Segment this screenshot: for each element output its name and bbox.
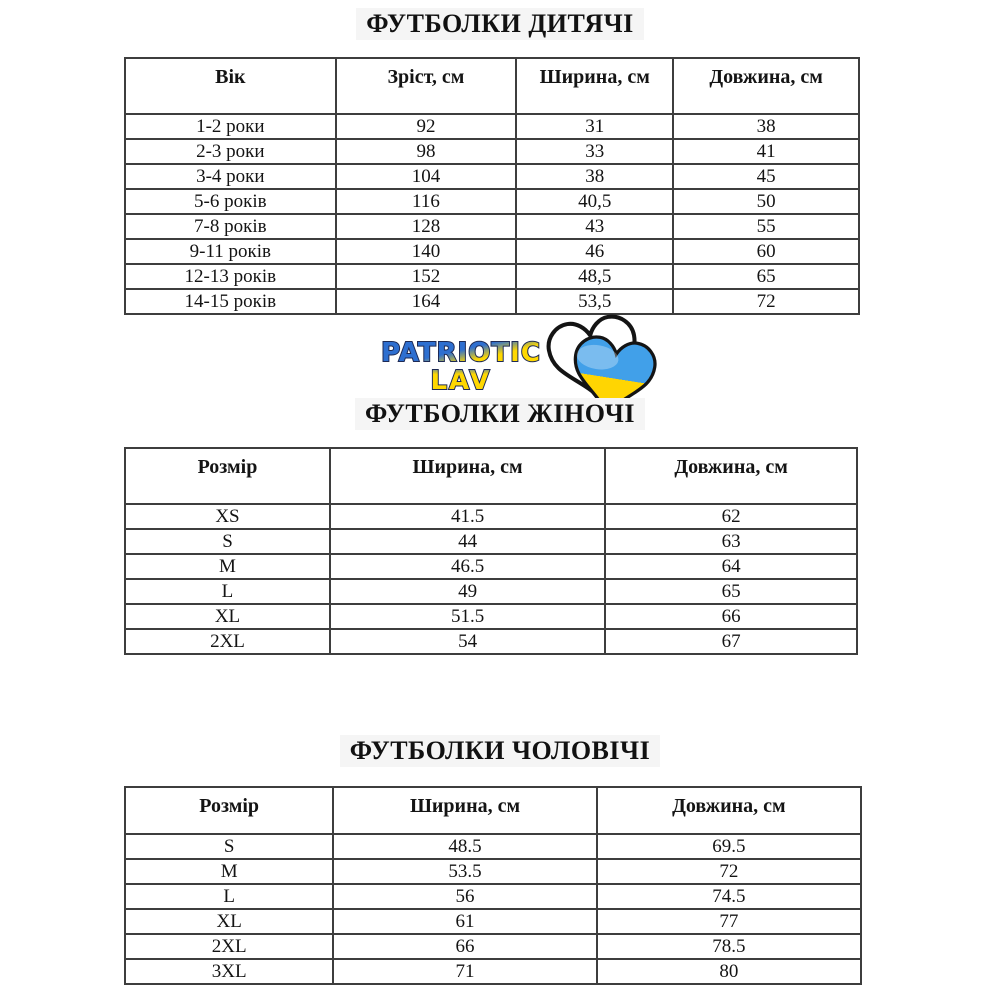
length-cell: 72	[673, 289, 859, 314]
age-cell: 5-6 років	[125, 189, 336, 214]
table-row	[125, 934, 861, 959]
length-cell: 67	[605, 629, 857, 654]
table-row	[125, 164, 859, 189]
age-cell: 2-3 роки	[125, 139, 336, 164]
table-row	[125, 629, 857, 654]
table-row	[125, 264, 859, 289]
table-row	[125, 604, 857, 629]
height-cell: 98	[336, 139, 517, 164]
width-cell: 44	[330, 529, 605, 554]
width-cell: 66	[333, 934, 596, 959]
length-cell: 41	[673, 139, 859, 164]
length-cell: 62	[605, 504, 857, 529]
table-row	[125, 189, 859, 214]
table-row	[125, 884, 861, 909]
table-row	[125, 214, 859, 239]
width-cell: 33	[516, 139, 673, 164]
width-cell: 48.5	[333, 834, 596, 859]
size-cell: S	[125, 529, 330, 554]
column-header-height: Зріст, см	[336, 58, 517, 114]
length-cell: 80	[597, 959, 861, 984]
column-header-size: Розмір	[125, 787, 333, 834]
height-cell: 92	[336, 114, 517, 139]
width-cell: 71	[333, 959, 596, 984]
width-cell: 31	[516, 114, 673, 139]
column-header-length: Довжина, см	[605, 448, 857, 504]
size-cell: XL	[125, 604, 330, 629]
length-cell: 63	[605, 529, 857, 554]
column-header-age: Вік	[125, 58, 336, 114]
age-cell: 1-2 роки	[125, 114, 336, 139]
size-cell: L	[125, 579, 330, 604]
size-cell: XS	[125, 504, 330, 529]
column-header-width: Ширина, см	[333, 787, 596, 834]
length-cell: 66	[605, 604, 857, 629]
width-cell: 51.5	[330, 604, 605, 629]
brand-logo	[383, 320, 675, 408]
women-section-title: ФУТБОЛКИ ЖІНОЧІ	[355, 398, 645, 430]
men-size-table	[124, 786, 862, 985]
men-header-row	[125, 787, 861, 834]
width-cell: 53.5	[333, 859, 596, 884]
men-section-title: ФУТБОЛКИ ЧОЛОВІЧІ	[340, 735, 660, 767]
age-cell: 7-8 років	[125, 214, 336, 239]
width-cell: 56	[333, 884, 596, 909]
table-row	[125, 504, 857, 529]
size-cell: XL	[125, 909, 333, 934]
height-cell: 116	[336, 189, 517, 214]
table-row	[125, 859, 861, 884]
children-section-title: ФУТБОЛКИ ДИТЯЧІ	[356, 8, 644, 40]
table-row	[125, 139, 859, 164]
table-row	[125, 909, 861, 934]
size-cell: S	[125, 834, 333, 859]
height-cell: 152	[336, 264, 517, 289]
size-cell: M	[125, 859, 333, 884]
age-cell: 9-11 років	[125, 239, 336, 264]
length-cell: 64	[605, 554, 857, 579]
column-header-length: Довжина, см	[597, 787, 861, 834]
women-size-table	[124, 447, 858, 655]
length-cell: 65	[605, 579, 857, 604]
size-cell: 2XL	[125, 934, 333, 959]
width-cell: 61	[333, 909, 596, 934]
height-cell: 104	[336, 164, 517, 189]
size-cell: M	[125, 554, 330, 579]
length-cell: 65	[673, 264, 859, 289]
length-cell: 45	[673, 164, 859, 189]
height-cell: 164	[336, 289, 517, 314]
width-cell: 53,5	[516, 289, 673, 314]
width-cell: 38	[516, 164, 673, 189]
logo-text-patriotic: PATRIOTIC	[381, 338, 541, 368]
width-cell: 41.5	[330, 504, 605, 529]
column-header-length: Довжина, см	[673, 58, 859, 114]
length-cell: 55	[673, 214, 859, 239]
width-cell: 54	[330, 629, 605, 654]
width-cell: 43	[516, 214, 673, 239]
table-row	[125, 554, 857, 579]
length-cell: 74.5	[597, 884, 861, 909]
table-row	[125, 959, 861, 984]
age-cell: 3-4 роки	[125, 164, 336, 189]
size-cell: L	[125, 884, 333, 909]
table-row	[125, 239, 859, 264]
length-cell: 72	[597, 859, 861, 884]
size-cell: 3XL	[125, 959, 333, 984]
age-cell: 14-15 років	[125, 289, 336, 314]
height-cell: 140	[336, 239, 517, 264]
column-header-size: Розмір	[125, 448, 330, 504]
table-row	[125, 529, 857, 554]
length-cell: 69.5	[597, 834, 861, 859]
logo-text-lav: LAV	[430, 366, 492, 396]
length-cell: 77	[597, 909, 861, 934]
table-row	[125, 114, 859, 139]
width-cell: 46	[516, 239, 673, 264]
length-cell: 78.5	[597, 934, 861, 959]
table-row	[125, 834, 861, 859]
width-cell: 46.5	[330, 554, 605, 579]
length-cell: 38	[673, 114, 859, 139]
age-cell: 12-13 років	[125, 264, 336, 289]
table-row	[125, 289, 859, 314]
column-header-width: Ширина, см	[516, 58, 673, 114]
children-header-row	[125, 58, 859, 114]
table-row	[125, 579, 857, 604]
children-size-table	[124, 57, 860, 315]
height-cell: 128	[336, 214, 517, 239]
women-header-row	[125, 448, 857, 504]
length-cell: 50	[673, 189, 859, 214]
length-cell: 60	[673, 239, 859, 264]
width-cell: 48,5	[516, 264, 673, 289]
column-header-width: Ширина, см	[330, 448, 605, 504]
width-cell: 49	[330, 579, 605, 604]
size-cell: 2XL	[125, 629, 330, 654]
width-cell: 40,5	[516, 189, 673, 214]
